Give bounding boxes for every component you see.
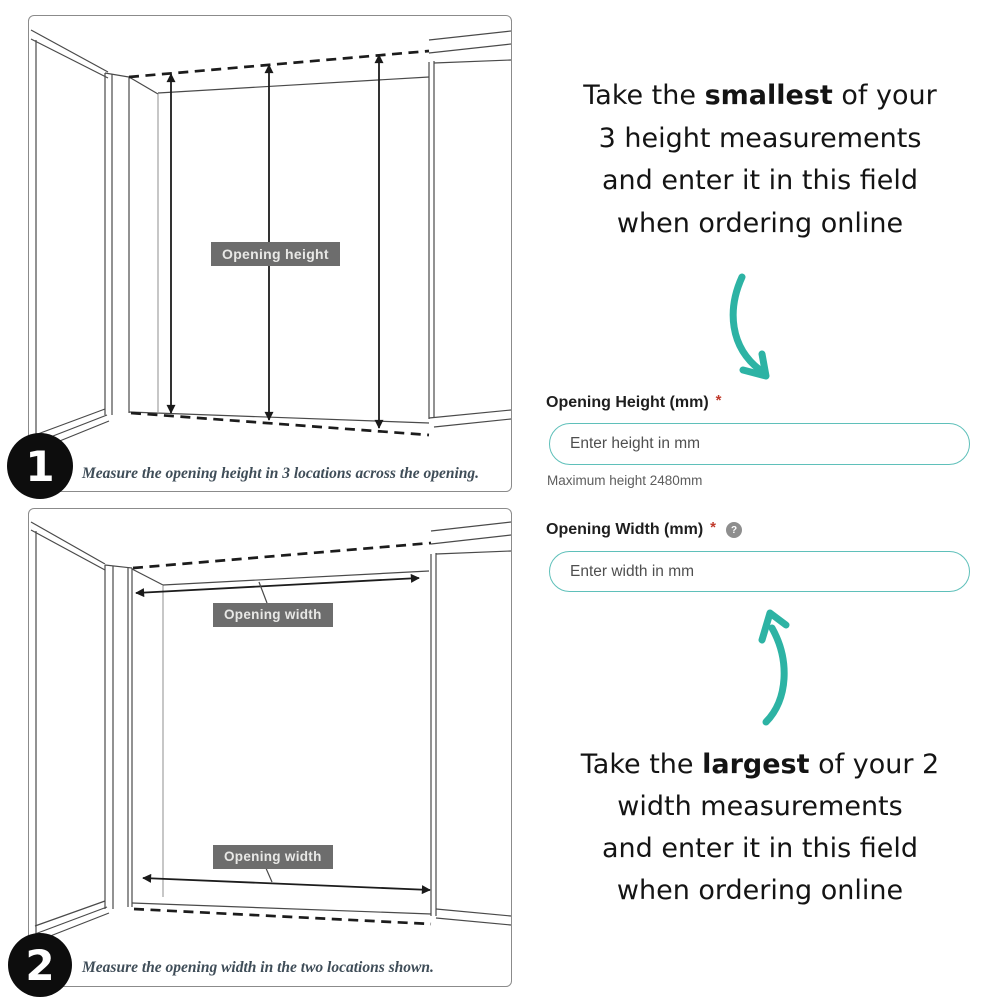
- opening-width-field-label-text: Opening Width (mm): [546, 521, 704, 538]
- max-height-note: Maximum height 2480mm: [547, 473, 703, 488]
- width-diagram-panel: [28, 508, 512, 987]
- opening-height-field-label: [546, 391, 722, 412]
- height-instruction-line1: Take the smallest of your: [583, 80, 937, 111]
- step-1-badge: [7, 433, 73, 499]
- width-instruction-line4: when ordering online: [616, 875, 904, 906]
- height-diagram-panel: [28, 15, 512, 492]
- opening-height-label: Opening height: [211, 242, 340, 266]
- width-instruction-line2: width measurements: [617, 791, 903, 822]
- height-instruction-line3: and enter it in this field: [602, 165, 918, 196]
- step-2-number: 2: [25, 940, 55, 990]
- height-instruction-text: [535, 75, 985, 245]
- width-instruction-text: [535, 744, 985, 912]
- opening-width-input[interactable]: [549, 551, 970, 592]
- opening-width-label-top: Opening width: [213, 603, 333, 627]
- width-instruction-line1: Take the largest of your 2: [580, 749, 940, 780]
- step-2-caption: Measure the opening width in the two locations shown.: [82, 959, 434, 976]
- curved-arrow-down-icon: [715, 262, 785, 387]
- height-instruction-line4: when ordering online: [616, 207, 904, 239]
- required-asterisk: *: [710, 518, 717, 536]
- height-instruction-line2: 3 height measurements: [598, 122, 922, 154]
- opening-width-label-bottom: Opening width: [213, 845, 333, 869]
- step-2-badge: [8, 933, 72, 997]
- help-icon[interactable]: ?: [726, 522, 742, 538]
- opening-width-diagram: [29, 509, 511, 986]
- required-asterisk: *: [715, 391, 722, 409]
- opening-width-field-label: [546, 518, 742, 539]
- opening-height-field-label-text: Opening Height (mm): [546, 394, 709, 411]
- opening-height-input[interactable]: [549, 423, 970, 465]
- step-1-caption: Measure the opening height in 3 locations across the opening.: [82, 465, 480, 482]
- width-instruction-line3: and enter it in this field: [602, 833, 918, 864]
- step-1-number: 1: [25, 441, 55, 491]
- curved-arrow-up-icon: [740, 596, 804, 732]
